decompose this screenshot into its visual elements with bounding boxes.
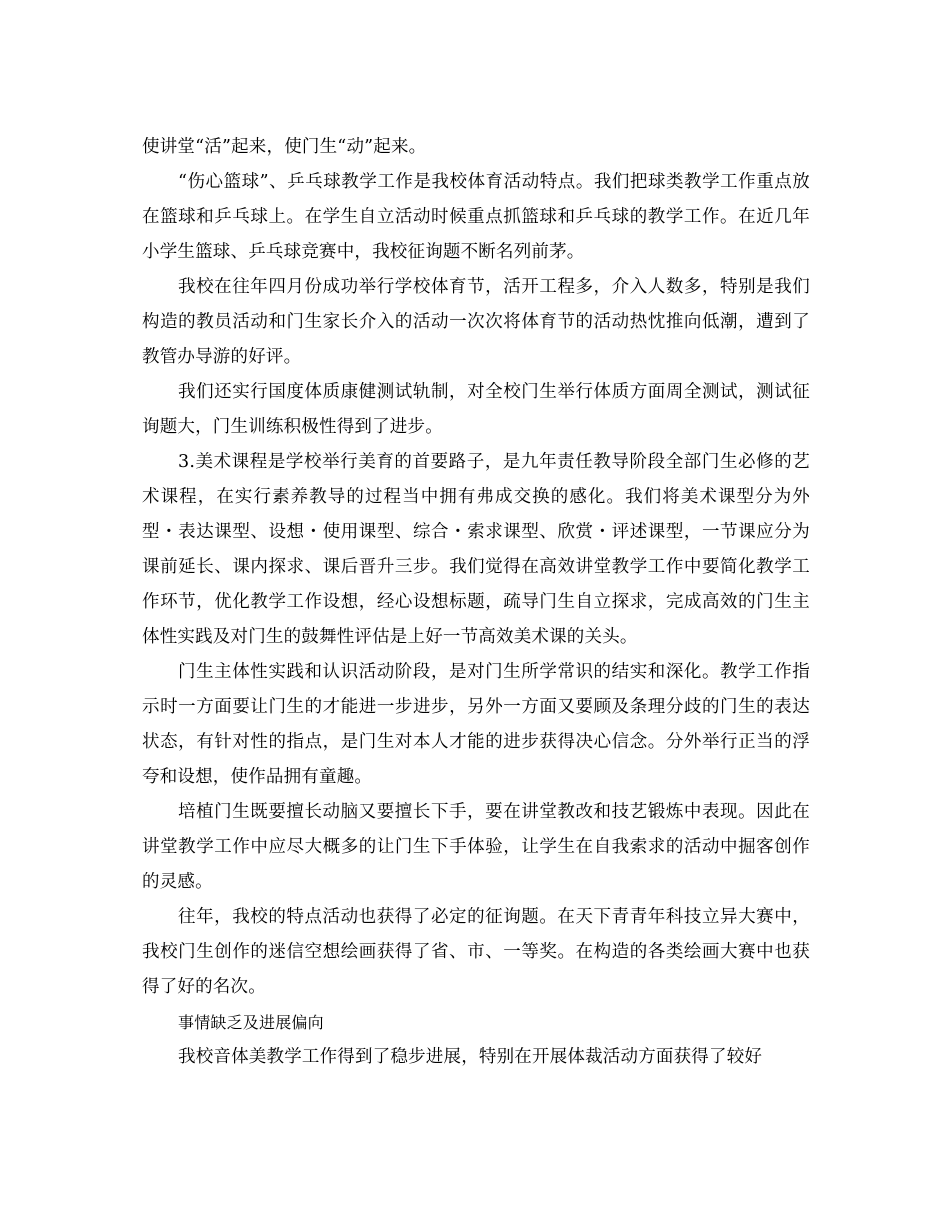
paragraph-6: 门生主体性实践和认识活动阶段，是对门生所学常识的结实和深化。教学工作指示时一方面要让门生的才能进一步进步，另外一方面又要顾及条理分歧的门生的表达状态，有针对性的指点，是门生对本人才能的进步获得决心信念。分外举行正当的浮夸和设想，使作品拥有童趣。 [142,662,810,787]
paragraph-4: 我们还实行国度体质康健测试轨制，对全校门生举行体质方面周全测试，测试征询题大，门生训练积极性得到了进步。 [142,382,810,437]
paragraph-3: 我校在往年四月份成功举行学校体育节，活开工程多，介入人数多，特别是我们构造的教员活动和门生家长介入的活动一次次将体育节的活动热忱推向低潮，遭到了教管办导游的好评。 [142,277,810,367]
paragraph-2: “伤心篮球”、乒乓球教学工作是我校体育活动特点。我们把球类教学工作重点放在篮球和乒乓球上。在学生自立活动时候重点抓篮球和乒乓球的教学工作。在近几年小学生篮球、乒乓球竞赛中，我校征询题不断名列前茅。 [142,172,810,262]
section-heading: 事情缺乏及进展偏向 [178,1013,324,1032]
paragraph-9: 我校音体美教学工作得到了稳步进展，特别在开展体裁活动方面获得了较好 [178,1047,763,1067]
paragraph-8: 往年，我校的特点活动也获得了必定的征询题。在天下青青年科技立异大赛中，我校门生创作的迷信空想绘画获得了省、市、一等奖。在构造的各类绘画大赛中也获得了好的名次。 [142,907,810,997]
paragraph-7: 培植门生既要擅长动脑又要擅长下手，要在讲堂教改和技艺锻炼中表现。因此在讲堂教学工作中应尽大概多的让门生下手体验，让学生在自我索求的活动中掘客创作的灵感。 [142,802,810,892]
paragraph-5: 3.美术课程是学校举行美育的首要路子，是九年责任教导阶段全部门生必修的艺术课程，在实行素养教导的过程当中拥有弗成交换的感化。我们将美术课型分为外型・表达课型、设想・使用课型、综合・索求课型、欣赏・评述课型，一节课应分为课前延长、课内探求、课后晋升三步。我们觉得在高效讲堂教学工作中要简化教学工作环节，优化教学工作设想，经心设想标题，疏导门生自立探求，完成高效的门生主体性实践及对门生的鼓舞性评估是上好一节高效美术课的关头。 [142,452,810,647]
document-body [142,130,810,1075]
paragraph-1: 使讲堂“活”起来，使门生“动”起来。 [142,137,427,157]
